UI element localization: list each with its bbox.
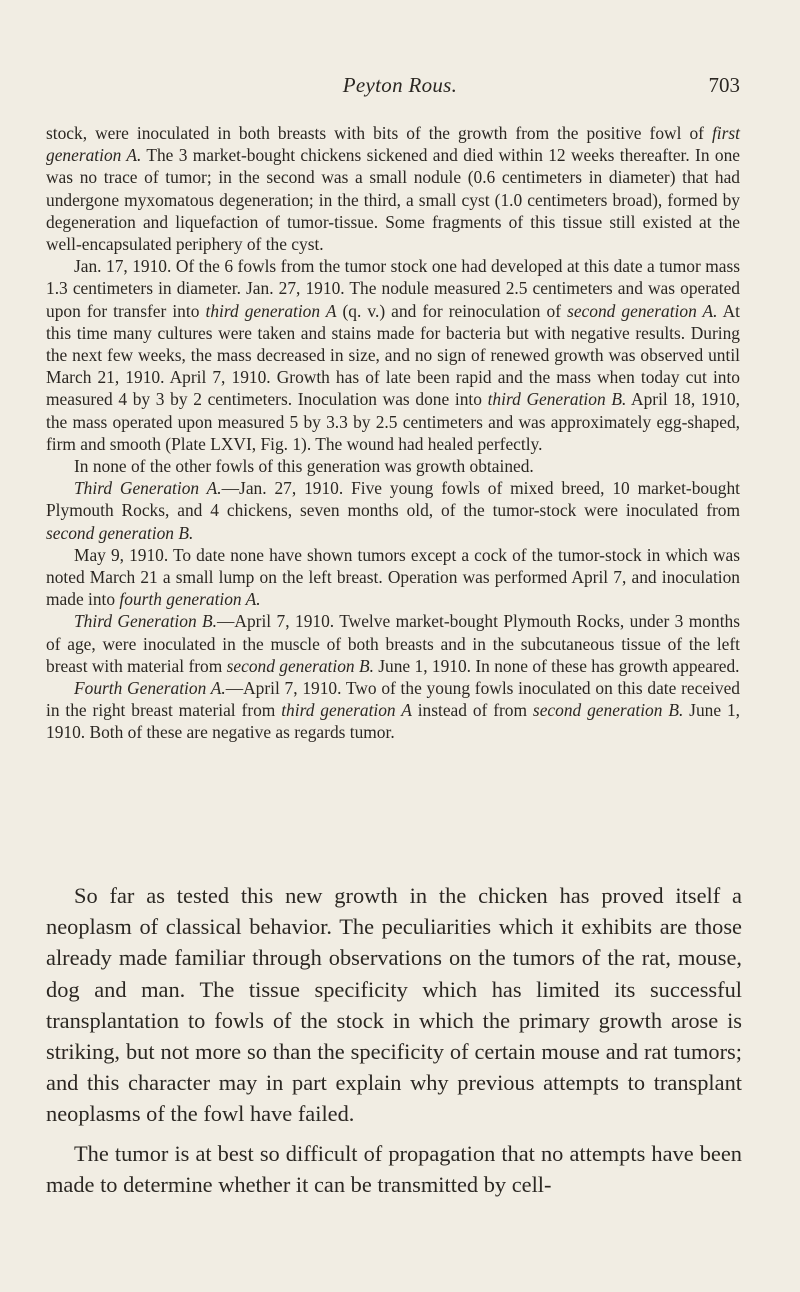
italic-text-run: second generation B. [532, 700, 684, 721]
text-run: Jan. 17, 1910. Of the 6 fowls from the tumor stock one had developed at this date a tumor mass 1.3 centimeters in diameter. Jan. 27, 1910. The nodule measured 2.5 centimeters and was operated upon for transfer into [46, 256, 740, 321]
case-note-paragraph [46, 122, 740, 255]
case-note-paragraph [46, 455, 740, 477]
page-number: 703 [708, 73, 740, 97]
text-run: May 9, 1910. To date none have shown tumors except a cock of the tumor-stock in which was noted March 21 a small lump on the left breast. Operation was performed April 7, and inoculation made into [46, 544, 740, 610]
discussion-paragraph [46, 880, 742, 1130]
text-run: (q. v.) and for reinoculation of [336, 300, 568, 321]
case-note-paragraph [46, 544, 740, 611]
text-run: In none of the other fowls of this generation was growth obtained. [74, 456, 534, 477]
text-run: So far as tested this new growth in the chicken has proved itself a neoplasm of classical behavior. The peculiarities which it exhibits are those already made familiar through observations on the tumors of the rat, mouse, dog and man. The tissue specificity which has limited its successful transplantation to fowls of the stock in which the primary growth arose is striking, but not more so than the specificity of certain mouse and rat tumors; and this character may in part explain why previous attempts to transplant neoplasms of the fowl have failed. [46, 883, 742, 1127]
text-run: The tumor is at best so difficult of propagation that no attempts have been made to determine whether it can be transmitted by cell- [46, 1140, 742, 1197]
italic-text-run: Third Generation A. [74, 478, 222, 499]
italic-text-run: second generation B. [226, 655, 374, 676]
text-run: —April 7, 1910. Two of the young fowls inoculated on this date received in the right breast material from [46, 678, 740, 721]
text-run: instead of from [411, 700, 533, 721]
text-run: At this time many cultures were taken and stains made for bacteria but with negative results. During the next few weeks, the mass decreased in size, and no sign of renewed growth was observed until March 21, 1910. April 7, 1910. Growth has of late been rapid and the mass when today cut into measured 4 by 3 by 2 centimeters. Inoculation was done into [46, 300, 740, 410]
case-note-paragraph [46, 477, 740, 544]
text-run: stock, were inoculated in both breasts with bits of the growth from the positive fowl of [46, 123, 712, 143]
discussion-section [46, 880, 742, 1200]
text-run: The 3 market-bought chickens sickened and died within 12 weeks thereafter. In one was no trace of tumor; in the second was a small nodule (0.6 centimeters in diameter) that had undergone myxomatous degeneration; in the third, a small cyst (1.0 centimeters broad), formed by degeneration and liquefaction of tumor-tissue. Some fragments of this tissue still existed at the well-encapsulated periphery of the cyst. [46, 145, 740, 255]
text-run: April 18, 1910, the mass operated upon measured 5 by 3.3 by 2.5 centimeters and was approximately egg-shaped, firm and smooth (Plate LXVI, Fig. 1). The wound had healed perfectly. [46, 389, 740, 454]
discussion-paragraph [46, 1138, 742, 1200]
italic-text-run: fourth generation A. [119, 589, 261, 610]
italic-text-run: third Generation B. [487, 389, 627, 410]
running-head: Peyton Rous. [342, 73, 458, 97]
text-run: —April 7, 1910. Twelve market-bought Plymouth Rocks, under 3 months of age, were inoculated in the muscle of both breasts and in the subcutaneous tissue of the left breast with material from [46, 611, 740, 676]
italic-text-run: first generation A. [46, 123, 740, 166]
italic-text-run: second generation B. [46, 522, 194, 543]
text-run: —Jan. 27, 1910. Five young fowls of mixed breed, 10 market-bought Plymouth Rocks, and 4 chickens, seven months old, of the tumor-stock were inoculated from [46, 478, 741, 521]
case-notes-section [46, 122, 740, 744]
case-note-paragraph [46, 255, 740, 455]
text-run: June 1, 1910. In none of these has growth appeared. [373, 655, 740, 676]
italic-text-run: Fourth Generation A. [74, 678, 226, 699]
page-header [0, 73, 800, 103]
italic-text-run: Third Generation B. [74, 611, 218, 632]
italic-text-run: third generation A [205, 300, 337, 321]
italic-text-run: second generation A. [567, 300, 718, 321]
text-run: June 1, 1910. Both of these are negative as regards tumor. [46, 700, 740, 743]
case-note-paragraph [46, 677, 740, 744]
italic-text-run: third generation A [281, 700, 412, 721]
case-note-paragraph [46, 610, 740, 677]
